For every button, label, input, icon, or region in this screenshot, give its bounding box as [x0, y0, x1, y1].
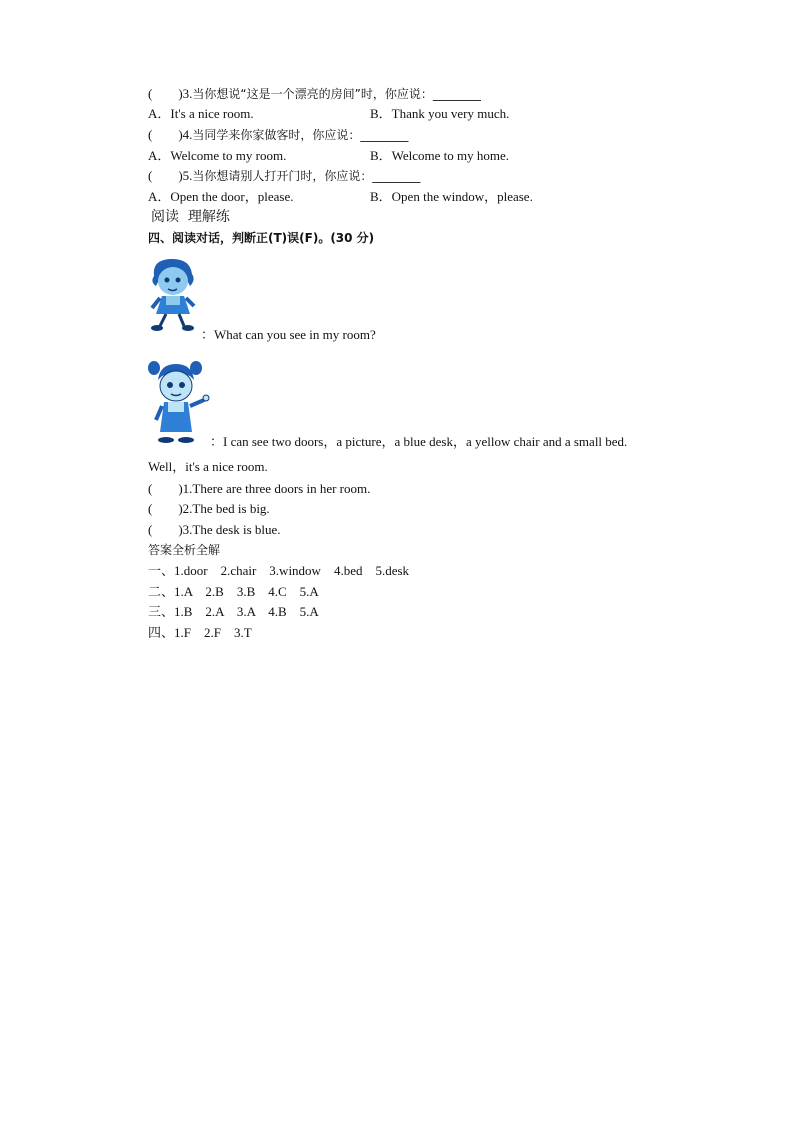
- girl-speaker-1-illustration: [146, 256, 200, 334]
- question-5: [148, 168, 420, 184]
- question-4-option-a: A．Welcome to my room.: [148, 148, 287, 163]
- question-5-number: ( )5.: [148, 168, 193, 183]
- judge-item-2: [148, 501, 270, 517]
- question-3-option-a: A．It's a nice room.: [148, 106, 254, 121]
- part4-title: 四、阅读对话，判断正(T)误(F)。(30 分): [148, 231, 375, 245]
- judge-item-2-number: ( )2.: [148, 501, 193, 516]
- question-5-text: 当你想请别人打开门时，你应说：________: [192, 169, 421, 183]
- dialog-line-1: ：What can you see in my room?: [201, 327, 376, 342]
- question-5-option-b: B．Open the window，please.: [370, 189, 533, 204]
- dialog-line-2: ：I can see two doors，a picture，a blue desk，a yellow chair and a small bed.: [210, 434, 628, 449]
- judge-item-3-text: The desk is blue.: [192, 522, 281, 537]
- question-3-option-b: B．Thank you very much.: [370, 106, 510, 121]
- question-3: [148, 86, 481, 102]
- section-title: 阅读 理解练: [151, 209, 230, 225]
- answer-line-4: 四、1.F 2.F 3.T: [148, 625, 252, 640]
- question-5-option-a: A．Open the door，please.: [148, 189, 294, 204]
- judge-item-3: [148, 522, 281, 538]
- judge-item-1: [148, 481, 370, 497]
- question-4: [148, 127, 408, 143]
- question-4-text: 当同学来你家做客时，你应说：________: [192, 128, 409, 142]
- answer-line-1: 一、1.door 2.chair 3.window 4.bed 5.desk: [148, 563, 410, 578]
- answers-title: 答案全析全解: [148, 543, 221, 557]
- question-4-option-b: B．Welcome to my home.: [370, 148, 510, 163]
- question-4-number: ( )4.: [148, 127, 193, 142]
- dialog-line-3: Well，it's a nice room.: [148, 459, 268, 474]
- judge-item-1-number: ( )1.: [148, 481, 193, 496]
- judge-item-2-text: The bed is big.: [192, 501, 270, 516]
- answer-line-2: 二、1.A 2.B 3.B 4.C 5.A: [148, 584, 319, 599]
- answer-line-3: 三、1.B 2.A 3.A 4.B 5.A: [148, 604, 319, 619]
- judge-item-1-text: There are three doors in her room.: [192, 481, 371, 496]
- girl-speaker-2-illustration: [146, 358, 212, 446]
- judge-item-3-number: ( )3.: [148, 522, 193, 537]
- question-3-number: ( )3.: [148, 86, 193, 101]
- question-3-text: 当你想说“这是一个漂亮的房间”时，你应说：________: [192, 87, 481, 101]
